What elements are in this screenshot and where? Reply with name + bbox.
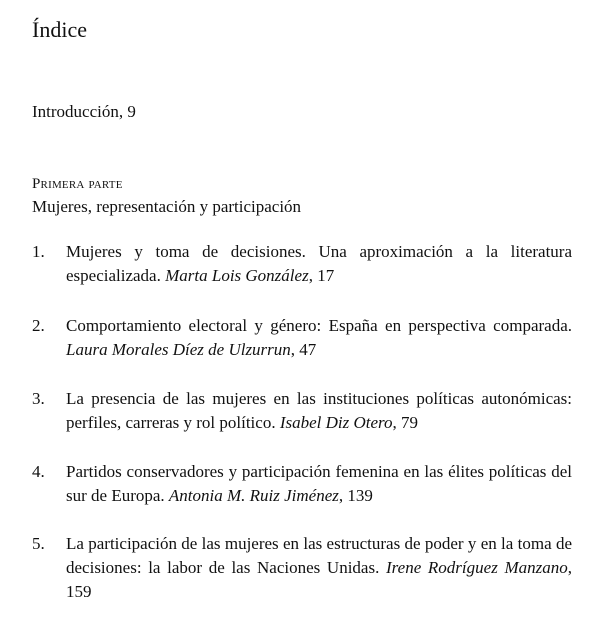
entry-number: 2. xyxy=(32,316,45,335)
entry-title: Mujeres y toma de decisiones. Una aproximación a la literatura especializada. xyxy=(66,242,572,285)
toc-entry-4 xyxy=(32,460,572,508)
introduction-entry: Introducción, 9 xyxy=(32,102,136,121)
entry-author: Antonia M. Ruiz Jiménez xyxy=(168,486,339,505)
entry-body xyxy=(66,532,572,604)
entry-title: La participación de las mujeres en las estructuras de poder y en la toma de decisiones: la labor de las Naciones Unidas. xyxy=(66,534,572,577)
toc-entry-3 xyxy=(32,387,572,435)
entry-page: , 47 xyxy=(290,340,317,359)
entry-page: , 159 xyxy=(66,558,573,601)
entry-author: Laura Morales Díez de Ulzurrun xyxy=(66,340,291,359)
entry-number: 5. xyxy=(32,534,45,553)
entry-author: Marta Lois González xyxy=(165,266,309,285)
entry-page: , 79 xyxy=(392,413,419,432)
page-title: Índice xyxy=(32,17,87,42)
toc-entry-1 xyxy=(32,240,572,288)
entry-body xyxy=(66,240,572,288)
entry-number: 1. xyxy=(32,242,45,261)
part-title: Mujeres, representación y participación xyxy=(32,197,302,216)
entry-body xyxy=(66,387,572,435)
entry-title: Comportamiento electoral y género: España en perspectiva comparada. xyxy=(66,316,572,335)
entry-title: Partidos conservadores y participación femenina en las élites políticas del sur de Europa. xyxy=(66,462,572,505)
entry-author: Isabel Diz Otero xyxy=(279,413,393,432)
entry-title: La presencia de las mujeres en las instituciones políticas autonómicas: perfiles, carreras y rol político. xyxy=(66,389,572,432)
entry-body xyxy=(66,460,572,508)
toc-entry-5 xyxy=(32,532,572,604)
part-label: Primera parte xyxy=(32,176,123,192)
entry-author: Irene Rodríguez Manzano xyxy=(386,558,568,577)
entry-number: 4. xyxy=(32,462,45,481)
entry-page: , 139 xyxy=(338,486,373,505)
toc-entry-2 xyxy=(32,314,572,362)
entry-body xyxy=(66,314,572,362)
entry-number: 3. xyxy=(32,389,45,408)
entry-page: , 17 xyxy=(308,266,335,285)
